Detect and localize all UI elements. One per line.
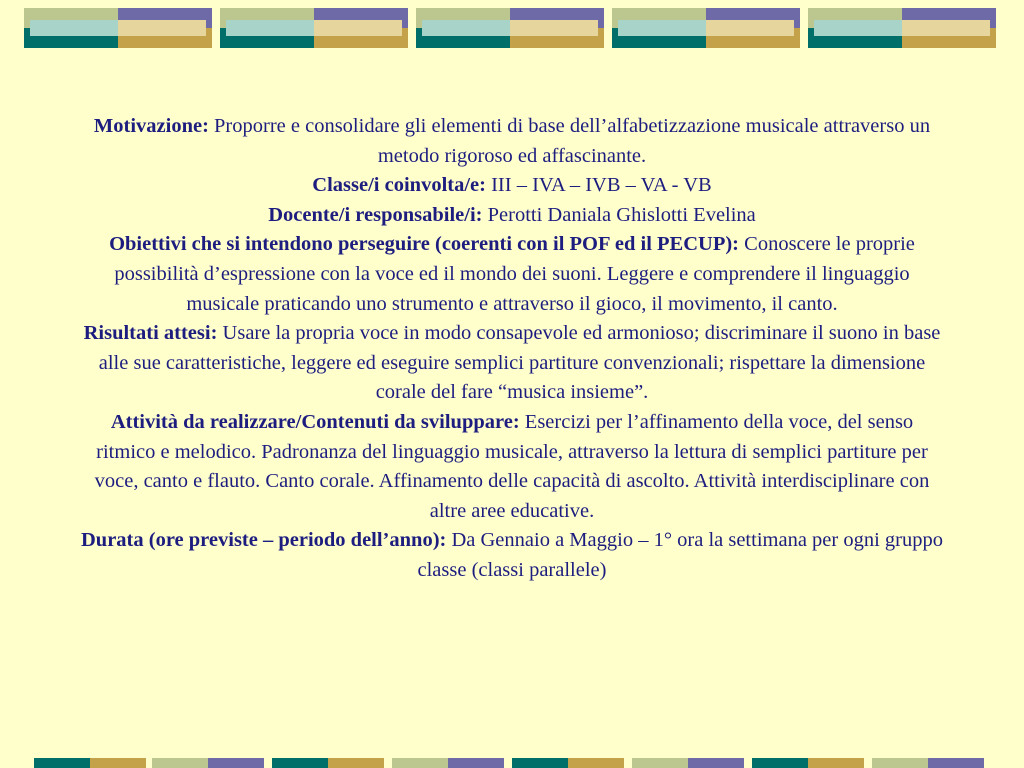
- band-segment: [328, 758, 384, 768]
- band-tile: [220, 8, 408, 48]
- band-segment: [752, 758, 808, 768]
- band-segment: [872, 758, 928, 768]
- band-tile: [612, 8, 800, 48]
- docenti-paragraph: [80, 201, 944, 231]
- classi-text: III – IVA – IVB – VA - VB: [491, 174, 712, 197]
- attivita-label: Attività da realizzare/Contenuti da sviluppare:: [110, 410, 520, 433]
- obiettivi-text: Conoscere le proprie possibilità d’espressione con la voce ed il mondo dei suoni. Leggere e comprendere il linguaggio musicale praticando uno strumento e attraverso il gioco, il movimento, il canto.: [114, 233, 915, 315]
- band-segment: [688, 758, 744, 768]
- band-segment: [928, 758, 984, 768]
- attivita-paragraph: [80, 408, 944, 526]
- band-tile: [416, 8, 604, 48]
- band-tile: [808, 8, 996, 48]
- band-segment: [448, 758, 504, 768]
- motivazione-paragraph: [80, 112, 944, 171]
- docenti-label: Docente/i responsabile/i:: [268, 203, 483, 226]
- durata-label: Durata (ore previste – periodo dell’anno):: [80, 529, 447, 552]
- obiettivi-paragraph: [80, 230, 944, 319]
- risultati-text: Usare la propria voce in modo consapevole ed armonioso; discriminare il suono in base alle sue caratteristiche, leggere ed eseguire semplici partiture convenzionali; rispettare la dimensione corale del fare “musica insieme”.: [98, 322, 941, 404]
- attivita-text: Esercizi per l’affinamento della voce, del senso ritmico e melodico. Padronanza del linguaggio musicale, attraverso la lettura di semplici partiture per voce, canto e flauto. Canto corale. Affinamento delle capacità di ascolto. Attività interdisciplinare con altre aree educative.: [94, 410, 930, 522]
- band-tile: [24, 8, 212, 48]
- motivazione-label: Motivazione:: [93, 115, 209, 137]
- obiettivi-label: Obiettivi che si intendono perseguire (coerenti con il POF ed il PECUP):: [109, 233, 740, 256]
- classi-label: Classe/i coinvolta/e:: [312, 174, 486, 197]
- slide-body: [80, 112, 944, 586]
- docenti-text: Perotti Daniala Ghislotti Evelina: [487, 203, 756, 226]
- band-segment: [90, 758, 146, 768]
- band-segment: [34, 758, 90, 768]
- band-segment: [272, 758, 328, 768]
- bottom-decorative-band: [0, 758, 1024, 768]
- motivazione-text: Proporre e consolidare gli elementi di base dell’alfabetizzazione musicale attraverso un metodo rigoroso ed affascinante.: [214, 115, 931, 167]
- durata-paragraph: [80, 526, 944, 585]
- risultati-paragraph: [80, 319, 944, 408]
- band-segment: [808, 758, 864, 768]
- top-decorative-band: [0, 8, 1024, 48]
- band-segment: [392, 758, 448, 768]
- band-segment: [568, 758, 624, 768]
- band-segment: [152, 758, 208, 768]
- risultati-label: Risultati attesi:: [83, 322, 218, 345]
- durata-text: Da Gennaio a Maggio – 1° ora la settimana per ogni gruppo classe (classi parallele): [417, 529, 943, 581]
- classi-paragraph: [80, 171, 944, 201]
- band-segment: [632, 758, 688, 768]
- band-segment: [208, 758, 264, 768]
- band-segment: [512, 758, 568, 768]
